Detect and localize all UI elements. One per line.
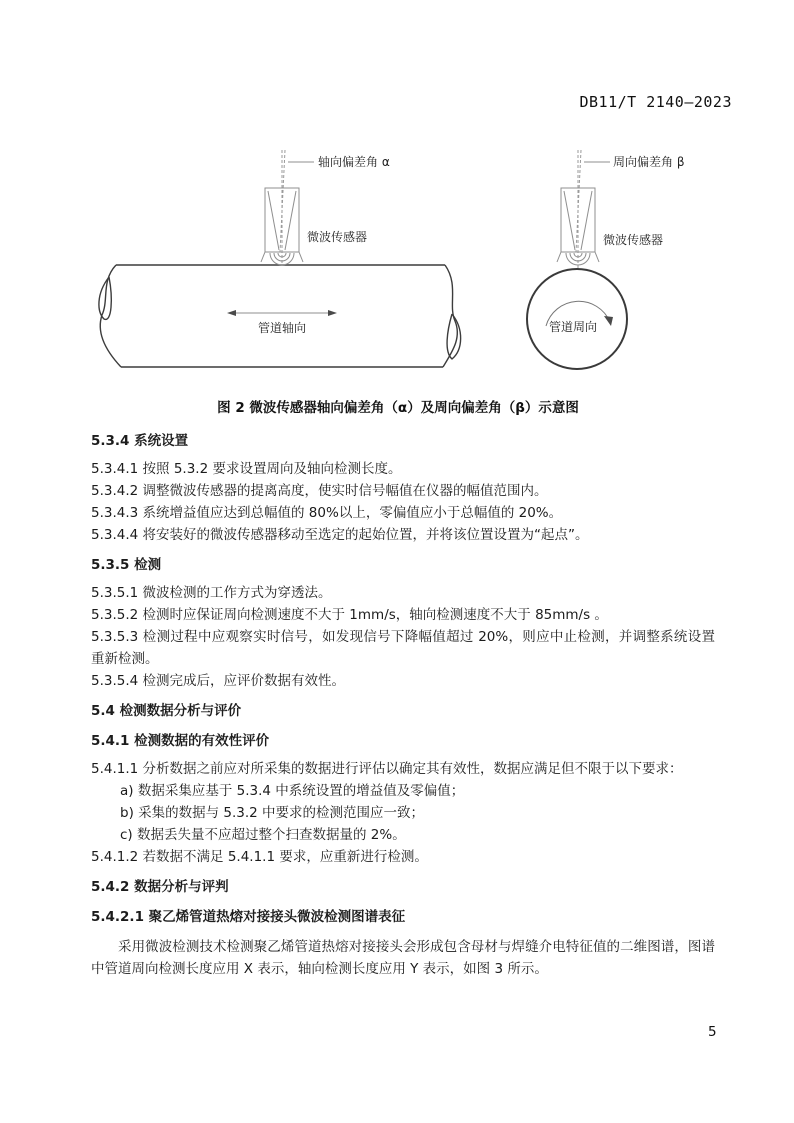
pipe-left-break-edge <box>100 265 121 367</box>
clause-5-4-2-1-heading: 5.4.2.1 聚乙烯管道热熔对接接头微波检测图谱表征 <box>91 909 406 925</box>
pipe-right-break-leaf <box>447 314 461 359</box>
clause-5-3-4-2: 5.3.4.2 调整微波传感器的提离高度，使实时信号幅值在仪器的幅值范围内。 <box>91 483 548 499</box>
figure-2-diagram <box>90 145 730 380</box>
circ-sensor-flare-right <box>595 252 599 262</box>
clause-5-4-1-2: 5.4.1.2 若数据不满足 5.4.1.1 要求，应重新进行检测。 <box>91 849 428 865</box>
circ-sensor-flare-left <box>557 252 561 262</box>
list-item-b: b) 采集的数据与 5.3.2 中要求的检测范围应一致； <box>120 805 425 821</box>
axial-sensor-horn-left <box>268 191 279 250</box>
axial-arrowhead-right <box>328 310 337 316</box>
circ-arrowhead <box>604 316 613 326</box>
circ-sensor-horn-right <box>581 191 592 250</box>
clause-5-3-4-heading: 5.3.4 系统设置 <box>91 433 189 449</box>
page-number: 5 <box>708 1024 717 1040</box>
circ-angle-label: 周向偏差角 β <box>613 155 685 169</box>
axial-wave-arc-1 <box>270 253 294 265</box>
axial-sensor-label: 微波传感器 <box>307 230 368 244</box>
list-item-a: a) 数据采集应基于 5.3.4 中系统设置的增益值及零偏值； <box>120 783 465 799</box>
clause-5-3-5-1: 5.3.5.1 微波检测的工作方式为穿透法。 <box>91 585 332 601</box>
clause-5-3-5-3: 5.3.5.3 检测过程中应观察实时信号，如发现信号下降幅值超过 20%，则应中止检测，并调整系统设置重新检测。 <box>91 629 715 667</box>
axial-sensor-horn-right <box>285 191 296 250</box>
axial-angle-label: 轴向偏差角 α <box>318 155 390 169</box>
circ-sensor-label: 微波传感器 <box>603 233 664 247</box>
clause-5-4-1-1: 5.4.1.1 分析数据之前应对所采集的数据进行评估以确定其有效性，数据应满足但不限于以下要求： <box>91 761 683 777</box>
pipe-right-break-edge <box>443 265 457 367</box>
circ-wave-arc-1 <box>566 253 590 265</box>
list-item-c: c) 数据丢失量不应超过整个扫查数据量的 2%。 <box>120 827 406 843</box>
clause-5-3-5-2: 5.3.5.2 检测时应保证周向检测速度不大于 1mm/s，轴向检测速度不大于 85mm/s 。 <box>91 607 608 623</box>
axial-arrowhead-left <box>227 310 236 316</box>
circ-direction-label: 管道周向 <box>548 320 598 334</box>
clause-5-3-4-3: 5.3.4.3 系统增益值应达到总幅值的 80%以上，零偏值应小于总幅值的 20%。 <box>91 505 563 521</box>
circumferential-view-diagram <box>527 150 684 369</box>
axial-sensor-flare-right <box>299 252 303 262</box>
document-body <box>91 430 715 980</box>
clause-5-3-4-1: 5.3.4.1 按照 5.3.2 要求设置周向及轴向检测长度。 <box>91 461 402 477</box>
document-number: DB11/T 2140—2023 <box>579 93 732 111</box>
clause-5-3-5-heading: 5.3.5 检测 <box>91 557 162 573</box>
circ-sensor-horn-left <box>564 191 575 250</box>
clause-5-3-5-4: 5.3.5.4 检测完成后，应评价数据有效性。 <box>91 673 346 689</box>
axial-direction-label: 管道轴向 <box>257 321 307 335</box>
clause-5-4-2-1-paragraph: 采用微波检测技术检测聚乙烯管道热熔对接接头会形成包含母材与焊缝介电特征值的二维图谱，图谱中管道周向检测长度应用 X 表示，轴向检测长度应用 Y 表示，如图 3 所示。 <box>91 939 715 977</box>
clause-5-3-4-4: 5.3.4.4 将安装好的微波传感器移动至选定的起始位置，并将该位置设置为“起点”。 <box>91 527 589 543</box>
clause-5-4-2-heading: 5.4.2 数据分析与评判 <box>91 879 229 895</box>
clause-5-4-heading: 5.4 检测数据分析与评价 <box>91 703 242 719</box>
clause-5-4-1-heading: 5.4.1 检测数据的有效性评价 <box>91 733 270 749</box>
axial-sensor-flare-left <box>261 252 265 262</box>
figure-2-caption: 图 2 微波传感器轴向偏差角（α）及周向偏差角（β）示意图 <box>217 400 579 416</box>
axial-view-diagram <box>99 150 461 367</box>
